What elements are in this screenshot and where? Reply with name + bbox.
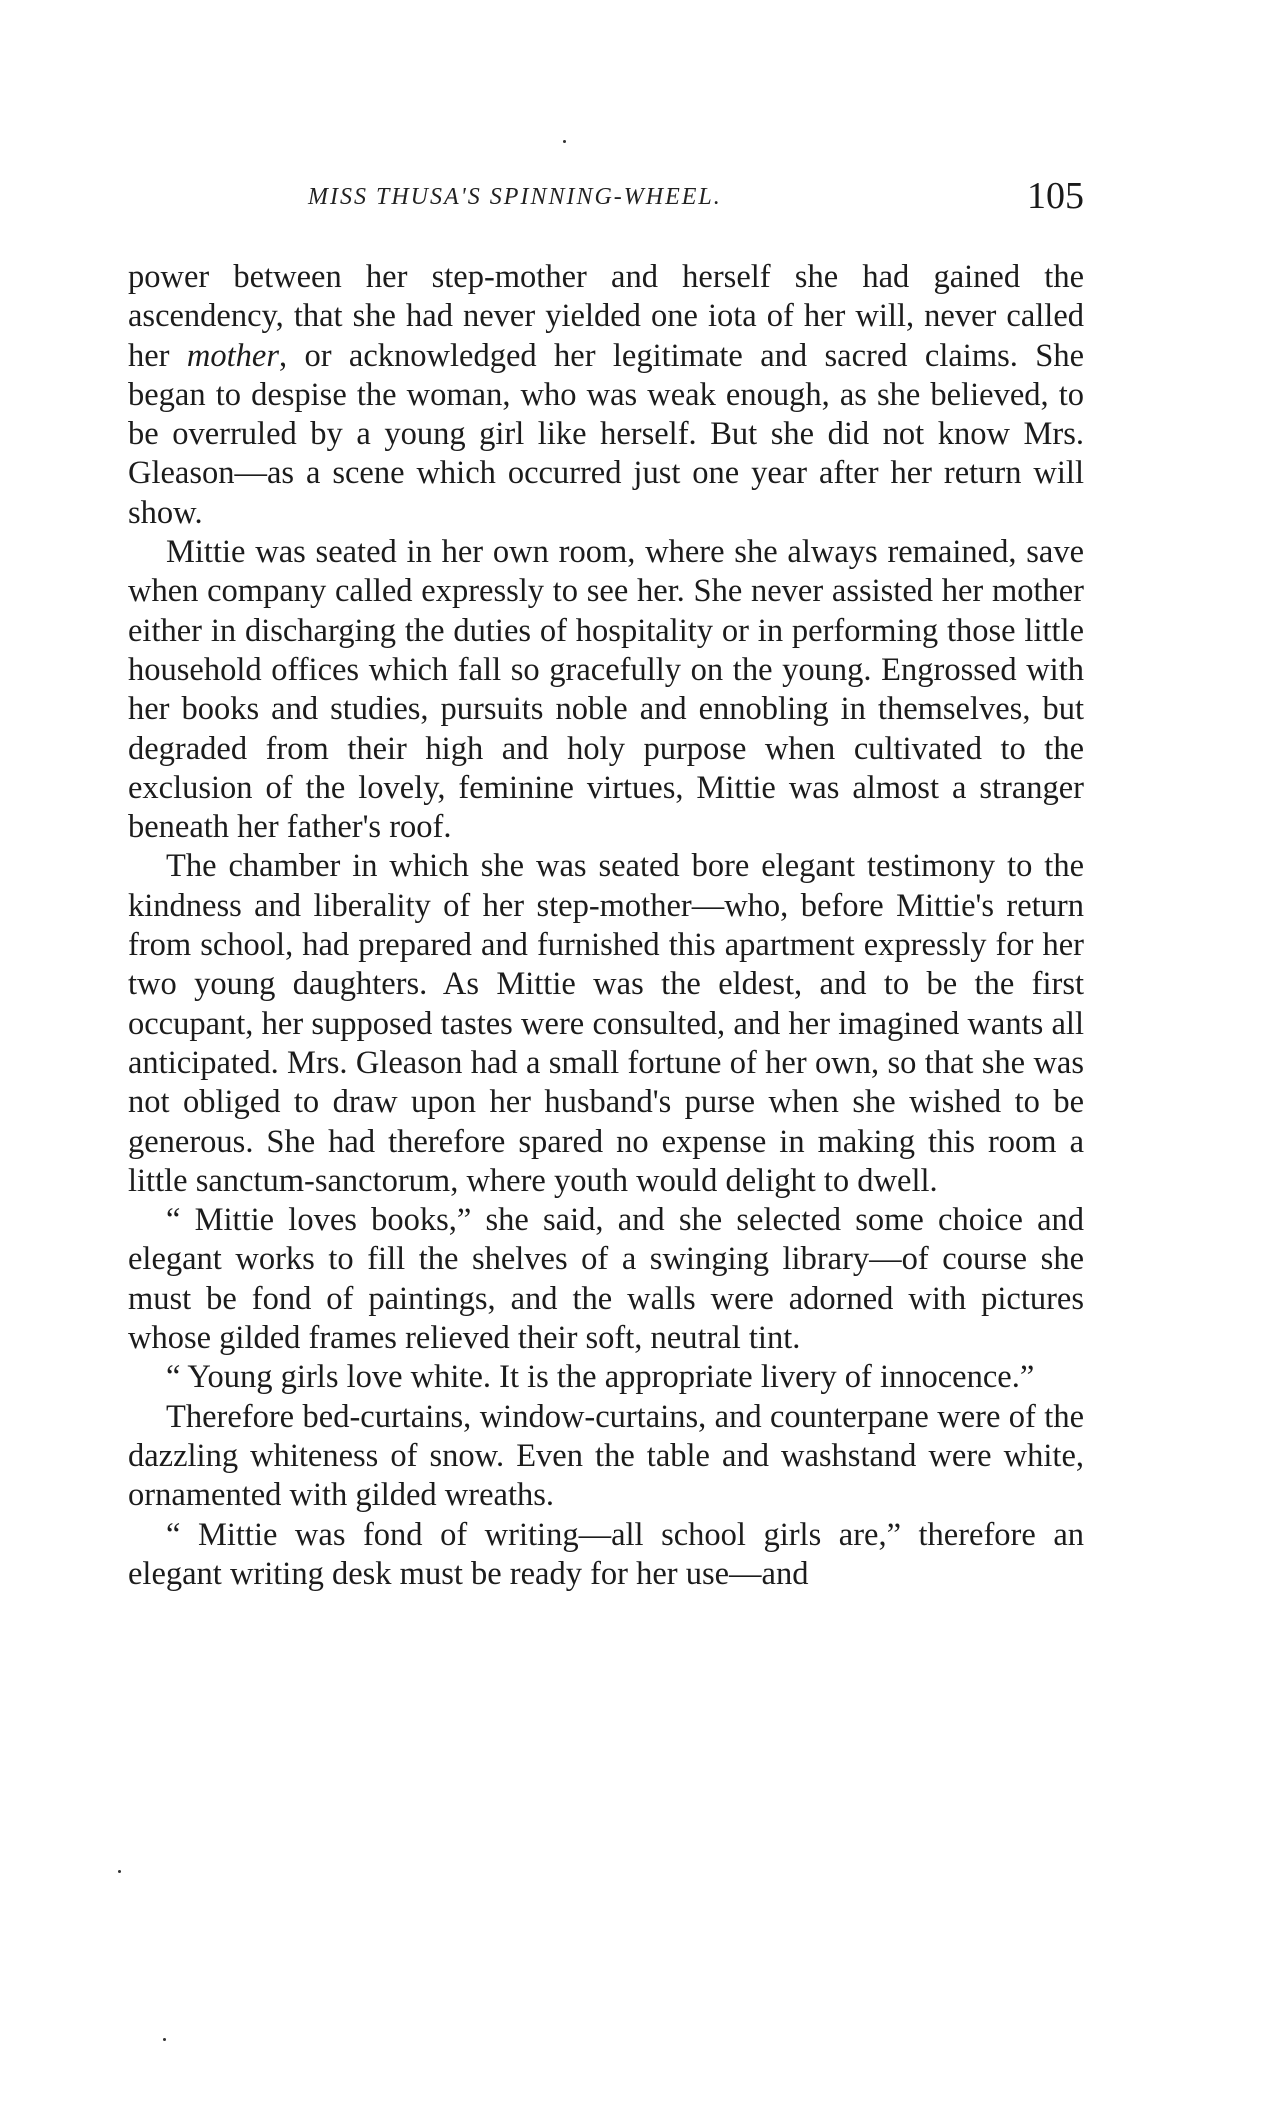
running-title: MISS THUSA'S SPINNING-WHEEL. bbox=[308, 184, 722, 210]
paragraph-7: “ Mittie was fond of writing—all school girls are,” therefore an elegant writing desk must be ready for her use—and bbox=[128, 1516, 1084, 1592]
paragraph-1-text-a: power between her step-mother and herself she had gained the ascendency, that she had never yielded one iota of her will, never called her bbox=[128, 259, 1084, 374]
paragraph-6: Therefore bed-curtains, window-curtains, and counterpane were of the dazzling whiteness of snow. Even the table and washstand were white, ornamented with gilded wreaths. bbox=[128, 1398, 1084, 1514]
paragraph-2: Mittie was seated in her own room, where she always remained, save when company called expressly to see her. She never assisted her mother either in discharging the duties of hospitality or in performing those little household offices which fall so gracefully on the young. Engrossed with her books and studies, pursuits noble and ennobling in themselves, but degraded from their high and holy purpose when cultivated to the exclusion of the lovely, feminine virtues, Mittie was almost a stranger beneath her father's roof. bbox=[128, 534, 1084, 846]
scan-speck bbox=[118, 1870, 121, 1873]
scan-speck bbox=[563, 140, 566, 143]
page-number: 105 bbox=[1027, 175, 1084, 217]
paragraph-3: The chamber in which she was seated bore elegant testimony to the kindness and liberality of her step-mother—who, before Mittie's return from school, had prepared and furnished this apartment expressly for her two young daughters. As Mittie was the eldest, and to be the first occupant, her supposed tastes were consulted, and her imagined wants all anticipated. Mrs. Gleason had a small fortune of her own, so that she was not obliged to draw upon her husband's purse when she wished to be generous. She had therefore spared no expense in making this room a little sanctum-sanctorum, where youth would delight to dwell. bbox=[128, 848, 1084, 1199]
body-text bbox=[128, 258, 1084, 1594]
scan-speck bbox=[163, 2038, 166, 2041]
paragraph-1-text-b: , or acknowledged her legitimate and sacred claims. She began to despise the woman, who was weak enough, as she believed, to be overruled by a young girl like herself. But she did not know Mrs. Gleason—as a scene which occurred just one year after her return will show. bbox=[128, 337, 1085, 531]
paragraph-1 bbox=[128, 258, 1084, 533]
paragraph-1-emphasis: mother bbox=[186, 337, 279, 374]
page-header bbox=[128, 174, 1084, 224]
paragraph-4: “ Mittie loves books,” she said, and she selected some choice and elegant works to fill the shelves of a swinging library—of course she must be fond of paintings, and the walls were adorned with pictures whose gilded frames relieved their soft, neutral tint. bbox=[128, 1202, 1084, 1357]
paragraph-5: “ Young girls love white. It is the appropriate livery of innocence.” bbox=[166, 1359, 1035, 1396]
